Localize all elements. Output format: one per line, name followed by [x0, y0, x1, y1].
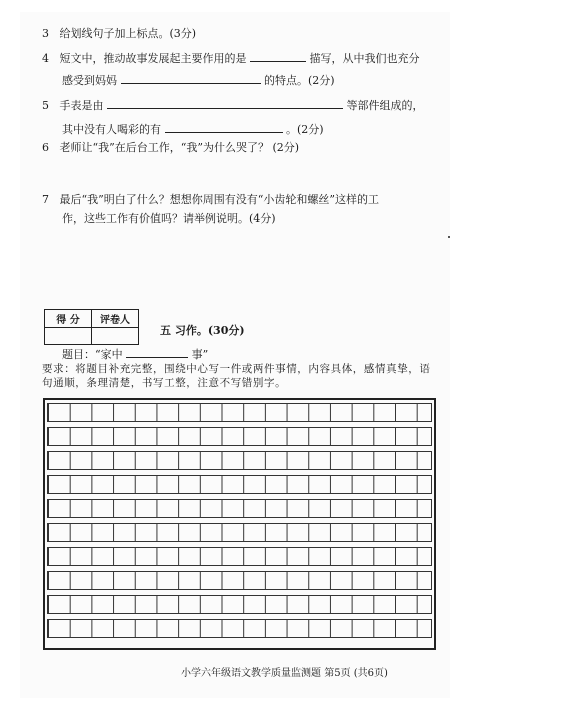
question-4 [42, 50, 420, 66]
question-5-line2 [62, 121, 324, 137]
essay-requirements: 要求：将题目补充完整，围绕中心写一件或两件事情，内容具体，感情真挚，语句通顺，条理清楚，书写工整，注意不写错别字。 [42, 363, 431, 389]
grid-row[interactable] [47, 427, 432, 446]
question-4-text-d: 的特点。(2分) [264, 74, 335, 87]
answer-blank[interactable] [107, 97, 343, 109]
question-7-text-a: 最后“我”明白了什么？想想你周围有没有“小齿轮和螺丝”这样的工 [59, 193, 379, 206]
grid-row[interactable] [47, 403, 432, 422]
topic-blank[interactable] [126, 346, 188, 358]
question-4-text-c: 感受到妈妈 [62, 74, 117, 87]
grid-row[interactable] [47, 475, 432, 494]
question-7 [42, 192, 379, 207]
question-6-number: 6 [42, 141, 49, 154]
question-4-number: 4 [42, 52, 49, 65]
question-4-text-b: 描写，从中我们也充分 [309, 52, 420, 65]
score-header: 得 分 [45, 310, 92, 328]
grid-row[interactable] [47, 547, 432, 566]
writing-grid[interactable] [43, 398, 436, 650]
question-5-text-b: 等部件组成的， [346, 99, 424, 112]
essay-topic [62, 346, 208, 362]
answer-blank[interactable] [250, 50, 306, 62]
grid-row[interactable] [47, 595, 432, 614]
question-6-text: 老师让“我”在后台工作，“我”为什么哭了？ (2分) [59, 141, 300, 154]
score-table [44, 309, 139, 345]
question-3 [42, 26, 196, 41]
question-3-text: 给划线句子加上标点。(3分) [59, 27, 197, 40]
question-4-text-a: 短文中，推动故事发展起主要作用的是 [59, 52, 247, 65]
question-4-line2 [62, 72, 335, 88]
page-footer: 小学六年级语文教学质量监测题 第5页 (共6页) [181, 668, 388, 679]
answer-blank[interactable] [121, 72, 261, 84]
grid-row[interactable] [47, 523, 432, 542]
question-5-text-a: 手表是由 [59, 99, 104, 112]
question-7-text-b: 作，这些工作有价值吗？请举例说明。(4分) [62, 212, 276, 225]
grader-header: 评卷人 [92, 310, 139, 328]
grid-row[interactable] [47, 619, 432, 638]
question-5-text-c: 其中没有人喝彩的有 [62, 123, 161, 136]
grader-cell[interactable] [92, 328, 139, 345]
question-7-number: 7 [42, 193, 49, 206]
grid-row[interactable] [47, 571, 432, 590]
section-title: 五 习作。(30分) [160, 324, 245, 337]
scan-speck [448, 236, 450, 238]
score-cell[interactable] [45, 328, 92, 345]
topic-prefix: 题目：“家中 [62, 348, 123, 361]
question-5-number: 5 [42, 99, 49, 112]
question-7-line2 [62, 211, 276, 226]
question-6 [42, 140, 299, 155]
question-3-number: 3 [42, 27, 49, 40]
answer-blank[interactable] [165, 121, 283, 133]
grid-row[interactable] [47, 499, 432, 518]
question-5 [42, 97, 424, 113]
topic-suffix: 事” [191, 348, 209, 361]
question-5-text-d: 。(2分) [286, 123, 324, 136]
grid-row[interactable] [47, 451, 432, 470]
